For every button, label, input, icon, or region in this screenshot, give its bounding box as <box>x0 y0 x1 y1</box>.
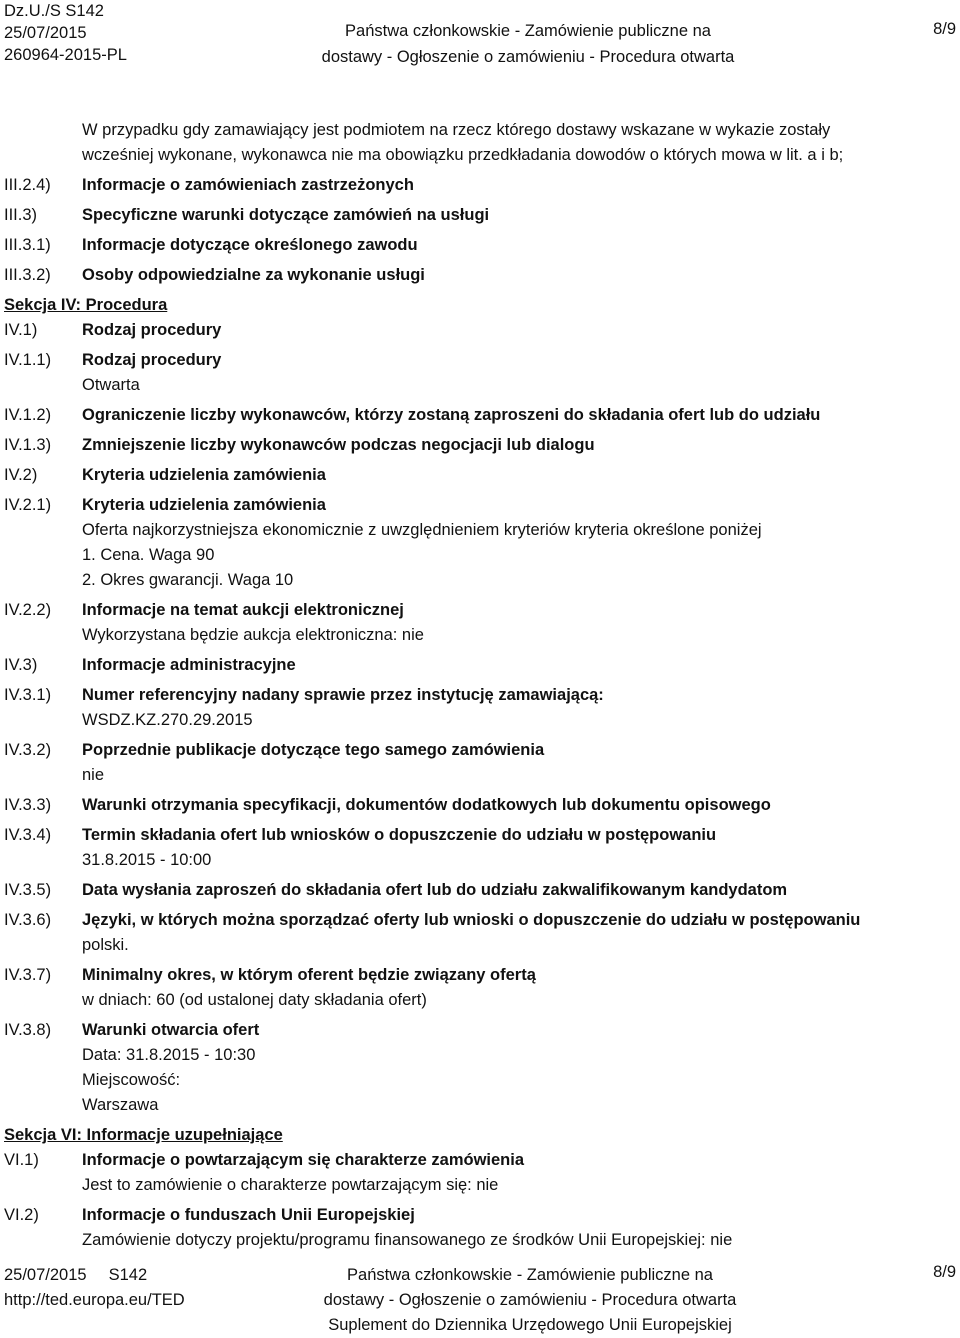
footer-url: http://ted.europa.eu/TED <box>4 1291 185 1309</box>
section-iii-3-2: III.3.2) Osoby odpowiedzialne za wykonanie usługi <box>4 266 425 284</box>
section-iv-3-8: IV.3.8) Warunki otwarcia ofert Data: 31.8.2015 - 10:30 Miejscowość: Warszawa <box>4 1021 260 1114</box>
document-body <box>0 118 960 1253</box>
section-iv-1-3: IV.1.3) Zmniejszenie liczby wykonawców podczas negocjacji lub dialogu <box>4 436 595 454</box>
footer-date: 25/07/2015 <box>4 1266 87 1284</box>
section-iv-2: IV.2) Kryteria udzielenia zamówienia <box>4 466 326 484</box>
section-iv-2-2: IV.2.2) Informacje na temat aukcji elektronicznej Wykorzystana będzie aukcja elektroniczna: nie <box>4 601 424 644</box>
section-iv-3-4: IV.3.4) Termin składania ofert lub wniosków o dopuszczenie do udziału w postępowaniu 31.8.2015 - 10:00 <box>4 826 717 869</box>
section-iv-heading: Sekcja IV: Procedura <box>4 296 168 314</box>
section-iv-1: IV.1) Rodzaj procedury <box>4 321 222 339</box>
header-date: 25/07/2015 <box>4 24 87 42</box>
section-iii-2-4: III.2.4) Informacje o zamówieniach zastrzeżonych <box>4 176 414 194</box>
header-journal: Dz.U./S S142 <box>4 2 104 20</box>
header-page-number: 8/9 <box>933 20 956 38</box>
section-iv-3-3: IV.3.3) Warunki otrzymania specyfikacji, dokumentów dodatkowych lub dokumentu opisowego <box>4 796 771 814</box>
section-iv-1-2: IV.1.2) Ograniczenie liczby wykonawców, którzy zostaną zaproszeni do składania ofert lub do udziału <box>4 406 821 424</box>
section-iv-2-1: IV.2.1) Kryteria udzielenia zamówienia Oferta najkorzystniejsza ekonomicznie z uwzględnieniem kryteriów kryteria określone poniżej 1. Cena. Waga 90 2. Okres gwarancji. Waga 10 <box>4 496 762 589</box>
section-iv-3-2: IV.3.2) Poprzednie publikacje dotyczące tego samego zamówienia nie <box>4 741 545 784</box>
section-iv-3-6: IV.3.6) Języki, w których można sporządzać oferty lub wnioski o dopuszczenie do udziału w postępowaniu polski. <box>4 911 861 954</box>
section-iv-3-1: IV.3.1) Numer referencyjny nadany sprawie przez instytucję zamawiającą: WSDZ.KZ.270.29.2015 <box>4 686 604 729</box>
section-vi-2: VI.2) Informacje o funduszach Unii Europejskiej Zamówienie dotyczy projektu/programu finansowanego ze środków Unii Europejskiej: nie <box>4 1206 733 1249</box>
section-vi-1: VI.1) Informacje o powtarzającym się charakterze zamówienia Jest to zamówienie o charakterze powtarzającym się: nie <box>4 1151 525 1194</box>
section-iii-3: III.3) Specyficzne warunki dotyczące zamówień na usługi <box>4 206 490 224</box>
section-iv-1-1: IV.1.1) Rodzaj procedury Otwarta <box>4 351 222 394</box>
page-header <box>0 0 960 70</box>
intro-paragraph: W przypadku gdy zamawiający jest podmiotem na rzecz którego dostawy wskazane w wykazie zostały wcześniej wykonane, wykonawca nie ma obowiązku przedkładania dowodów o których mowa w lit. a i b; <box>82 121 844 164</box>
footer-title: Państwa członkowskie - Zamówienie publiczne na dostawy - Ogłoszenie o zamówieniu - Procedura otwarta Suplement do Dziennika Urzędowego Unii Europejskiej <box>323 1266 737 1334</box>
section-vi-heading: Sekcja VI: Informacje uzupełniające <box>4 1126 283 1144</box>
section-iv-3-5: IV.3.5) Data wysłania zaproszeń do składania ofert lub do udziału zakwalifikowanym kandydatom <box>4 881 788 899</box>
header-title: Państwa członkowskie - Zamówienie publiczne na dostawy - Ogłoszenie o zamówieniu - Procedura otwarta <box>321 22 735 66</box>
footer-journal: S142 <box>108 1266 148 1284</box>
section-iv-3: IV.3) Informacje administracyjne <box>4 656 296 674</box>
section-iv-3-7: IV.3.7) Minimalny okres, w którym oferent będzie związany ofertą w dniach: 60 (od ustalonej daty składania ofert) <box>4 966 536 1009</box>
section-iii-3-1: III.3.1) Informacje dotyczące określonego zawodu <box>4 236 418 254</box>
page-footer <box>0 1263 960 1334</box>
footer-page-number: 8/9 <box>933 1263 956 1281</box>
header-doc-id: 260964-2015-PL <box>4 46 127 64</box>
